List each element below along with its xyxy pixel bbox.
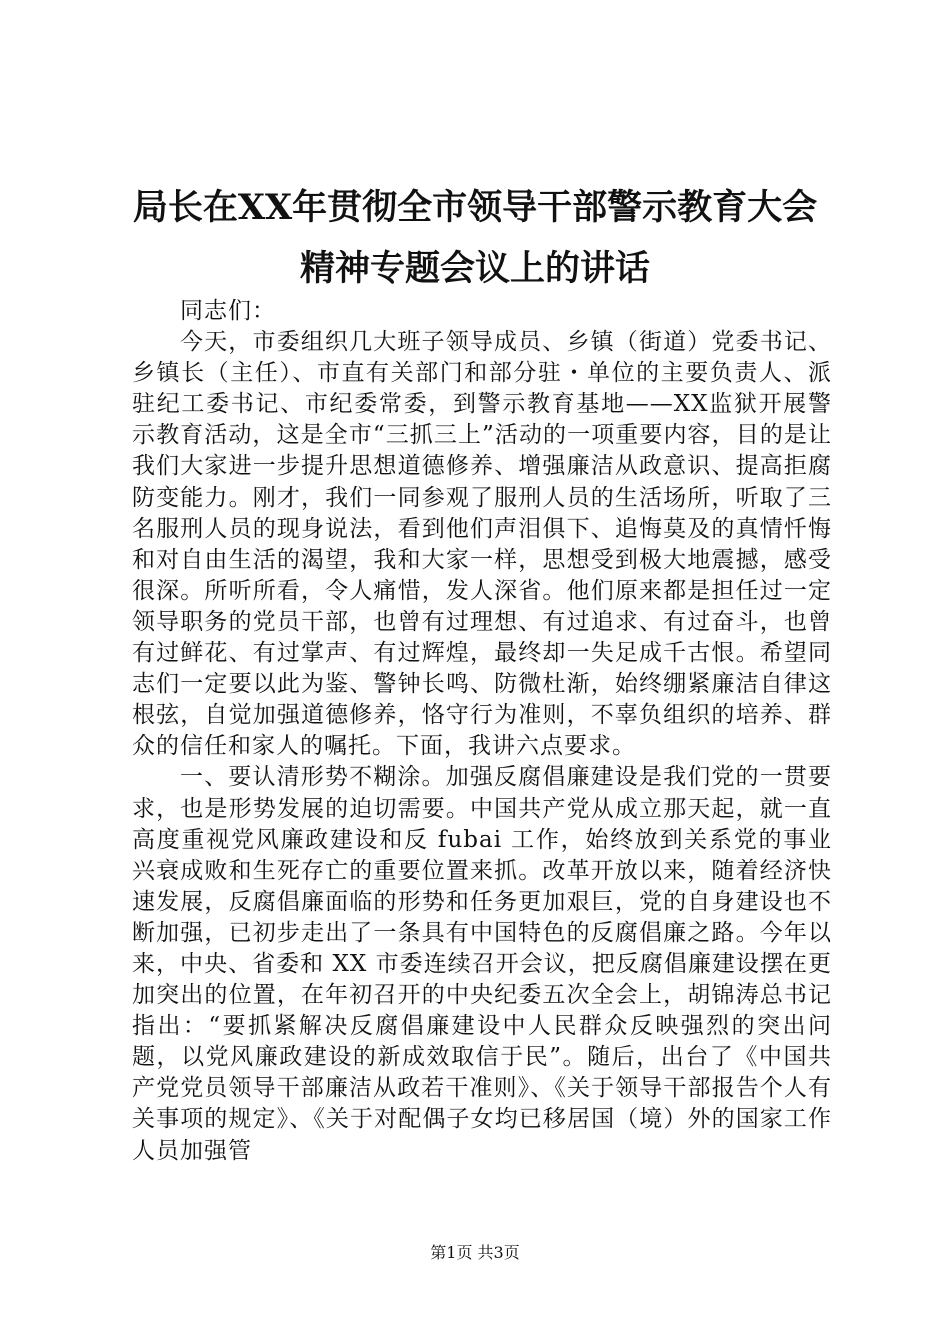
body-paragraph-1: 今天，市委组织几大班子领导成员、乡镇（街道）党委书记、乡镇长（主任）、市直有关部门和部分驻・单位的主要负责人、派驻纪工委书记、市纪委常委，到警示教育基地——XX监狱开展警示教育活动，这是全市“三抓三上”活动的一项重要内容，目的是让我们大家进一步提升思想道德修养、增强廉洁从政意识、提高拒腐防变能力。刚才，我们一同参观了服刑人员的生活场所，听取了三名服刑人员的现身说法，看到他们声泪俱下、追悔莫及的真情忏悔和对自由生活的渴望，我和大家一样，思想受到极大地震撼，感受很深。所听所看，令人痛惜，发人深省。他们原来都是担任过一定领导职务的党员干部，也曾有过理想、有过追求、有过奋斗，也曾有过鲜花、有过掌声、有过辉煌，最终却一失足成千古恨。希望同志们一定要以此为鉴、警钟长鸣、防微杜渐，始终绷紧廉洁自律这根弦，自觉加强道德修养，恪守行为准则，不辜负组织的培养、群众的信任和家人的嘱托。下面，我讲六点要求。 bbox=[132, 329, 832, 760]
document-body bbox=[132, 296, 832, 1167]
document-title-line-2: 精神专题会议上的讲话 bbox=[299, 248, 650, 289]
document-title-line-1: 局长在XX年贯彻全市领导干部警示教育大会 bbox=[132, 187, 818, 228]
salutation: 同志们： bbox=[180, 298, 276, 324]
page-indicator: 第1页 共3页 bbox=[430, 1243, 520, 1262]
body-paragraph-2: 一、要认清形势不糊涂。加强反腐倡廉建设是我们党的一贯要求，也是形势发展的迫切需要。中国共产党从成立那天起，就一直高度重视党风廉政建设和反 fubai 工作，始终放到关系党的事业兴衰成败和生死存亡的重要位置来抓。改革开放以来，随着经济快速发展，反腐倡廉面临的形势和任务更加艰巨，党的自身建设也不断加强，已初步走出了一条具有中国特色的反腐倡廉之路。今年以来，中央、省委和 XX 市委连续召开会议，把反腐倡廉建设摆在更加突出的位置，在年初召开的中央纪委五次全会上，胡锦涛总书记指出：“要抓紧解决反腐倡廉建设中人民群众反映强烈的突出问题，以党风廉政建设的新成效取信于民”。随后，出台了《中国共产党党员领导干部廉洁从政若干准则》、《关于领导干部报告个人有关事项的规定》、《关于对配偶子女均已移居国（境）外的国家工作人员加强管 bbox=[132, 764, 832, 1164]
